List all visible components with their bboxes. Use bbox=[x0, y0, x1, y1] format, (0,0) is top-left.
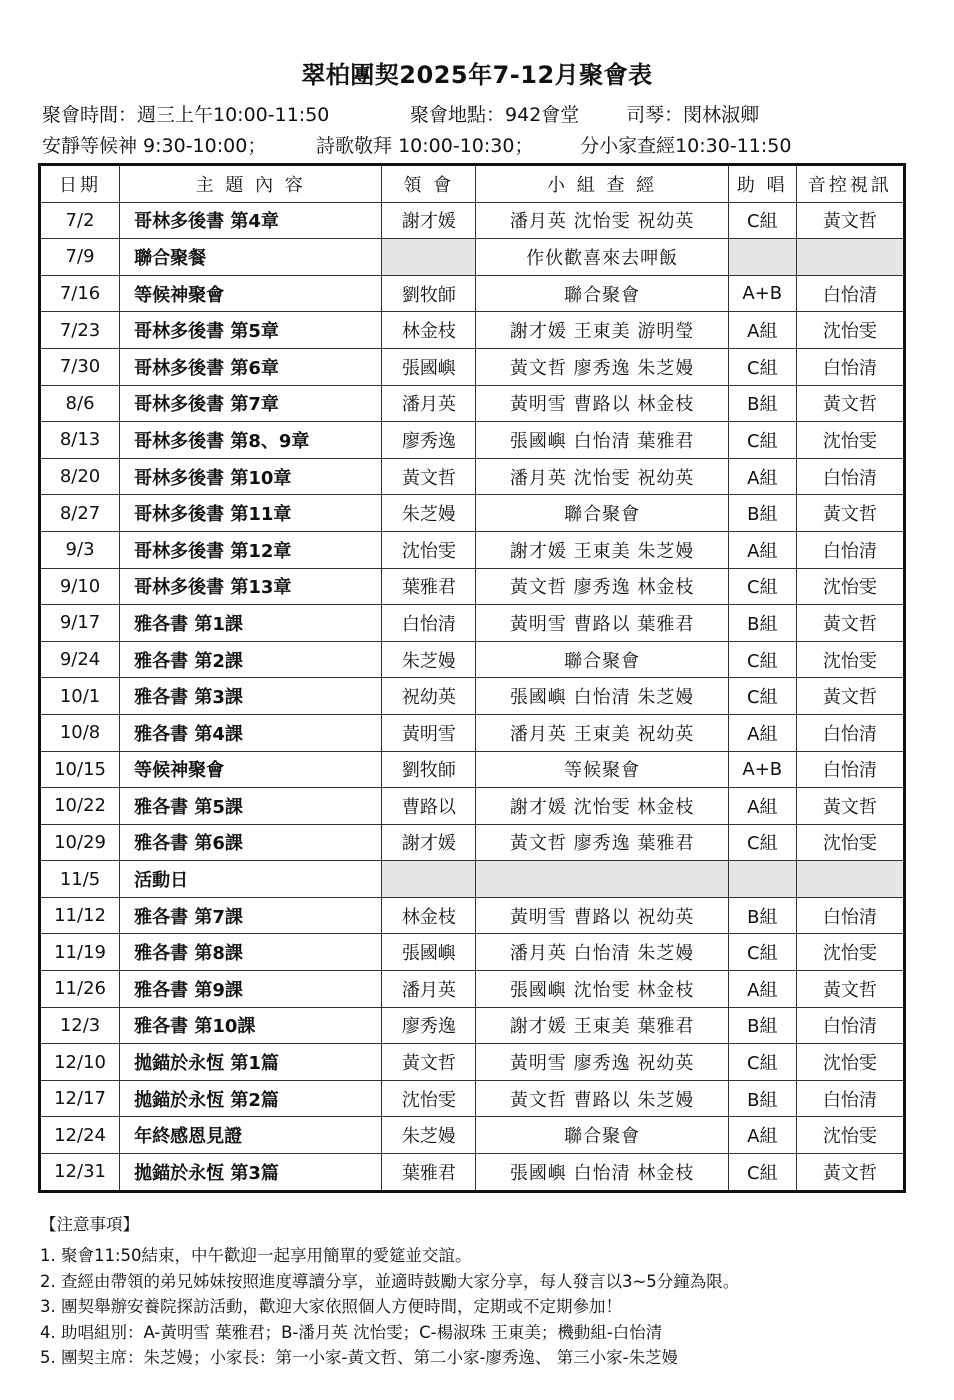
table-row bbox=[40, 678, 905, 715]
cell-date: 12/10 bbox=[40, 1044, 120, 1081]
table-row bbox=[40, 495, 905, 532]
cell-date: 10/8 bbox=[40, 714, 120, 751]
cell-group-study: 聯合聚會 bbox=[476, 641, 728, 678]
cell-av: 白怡清 bbox=[796, 1080, 904, 1117]
cell-av: 白怡清 bbox=[796, 751, 904, 788]
table-row bbox=[40, 568, 905, 605]
worship-time: 詩歌敬拜 10:00-10:30； bbox=[316, 135, 534, 157]
cell-av: 黃文哲 bbox=[796, 202, 904, 239]
cell-date: 8/6 bbox=[40, 385, 120, 422]
cell-leader: 祝幼英 bbox=[382, 678, 476, 715]
cell-date: 12/24 bbox=[40, 1117, 120, 1154]
table-row bbox=[40, 1154, 905, 1192]
cell-choir: C組 bbox=[728, 568, 796, 605]
cell-choir: B組 bbox=[728, 1080, 796, 1117]
table-row bbox=[40, 897, 905, 934]
cell-choir: A組 bbox=[728, 1117, 796, 1154]
cell-group-study: 黃文哲 廖秀逸 葉雅君 bbox=[476, 824, 728, 861]
cell-group-study: 黃明雪 廖秀逸 祝幼英 bbox=[476, 1044, 728, 1081]
cell-choir: C組 bbox=[728, 824, 796, 861]
cell-av: 白怡清 bbox=[796, 1007, 904, 1044]
cell-group-study: 黃文哲 曹路以 朱芝嫚 bbox=[476, 1080, 728, 1117]
cell-leader: 朱芝嫚 bbox=[382, 641, 476, 678]
cell-leader: 潘月英 bbox=[382, 971, 476, 1008]
notes-section bbox=[40, 1211, 739, 1371]
cell-date: 10/22 bbox=[40, 788, 120, 825]
cell-leader: 潘月英 bbox=[382, 385, 476, 422]
table-row bbox=[40, 458, 905, 495]
cell-date: 7/16 bbox=[40, 275, 120, 312]
cell-topic: 雅各書 第6課 bbox=[120, 824, 382, 861]
page-title: 翠柏團契2025年7-12月聚會表 bbox=[301, 61, 653, 89]
quiet-time: 安靜等候神 9:30-10:00； bbox=[42, 135, 267, 157]
cell-choir: B組 bbox=[728, 1007, 796, 1044]
cell-av: 黃文哲 bbox=[796, 385, 904, 422]
cell-topic: 哥林多後書 第13章 bbox=[120, 568, 382, 605]
cell-group-study: 潘月英 王東美 祝幼英 bbox=[476, 714, 728, 751]
cell-av: 沈怡雯 bbox=[796, 422, 904, 459]
cell-leader: 廖秀逸 bbox=[382, 1007, 476, 1044]
table-row bbox=[40, 348, 905, 385]
cell-group-study: 等候聚會 bbox=[476, 751, 728, 788]
cell-group-study: 聯合聚會 bbox=[476, 275, 728, 312]
cell-choir: C組 bbox=[728, 348, 796, 385]
cell-leader: 張國嶼 bbox=[382, 934, 476, 971]
cell-topic: 雅各書 第8課 bbox=[120, 934, 382, 971]
cell-choir bbox=[728, 239, 796, 276]
cell-leader bbox=[382, 861, 476, 898]
cell-choir: B組 bbox=[728, 495, 796, 532]
cell-date: 7/2 bbox=[40, 202, 120, 239]
table-row bbox=[40, 531, 905, 568]
cell-group-study: 謝才媛 王東美 游明瑩 bbox=[476, 312, 728, 349]
table-row bbox=[40, 861, 905, 898]
cell-topic: 拋錨於永恆 第2篇 bbox=[120, 1080, 382, 1117]
cell-topic: 哥林多後書 第6章 bbox=[120, 348, 382, 385]
cell-topic: 哥林多後書 第11章 bbox=[120, 495, 382, 532]
table-row bbox=[40, 385, 905, 422]
note-item: 3. 團契舉辦安養院探訪活動，歡迎大家依照個人方便時間，定期或不定期參加！ bbox=[40, 1297, 622, 1316]
cell-av: 黃文哲 bbox=[796, 1154, 904, 1192]
cell-topic: 雅各書 第3課 bbox=[120, 678, 382, 715]
cell-av: 沈怡雯 bbox=[796, 1044, 904, 1081]
table-row bbox=[40, 239, 905, 276]
cell-date: 10/1 bbox=[40, 678, 120, 715]
header-leader: 領 會 bbox=[382, 165, 476, 203]
cell-topic: 哥林多後書 第8、9章 bbox=[120, 422, 382, 459]
table-row bbox=[40, 202, 905, 239]
cell-topic: 雅各書 第7課 bbox=[120, 897, 382, 934]
cell-group-study: 謝才媛 王東美 葉雅君 bbox=[476, 1007, 728, 1044]
cell-av: 黃文哲 bbox=[796, 605, 904, 642]
cell-group-study: 張國嶼 白怡清 葉雅君 bbox=[476, 422, 728, 459]
cell-topic: 雅各書 第5課 bbox=[120, 788, 382, 825]
cell-leader: 謝才媛 bbox=[382, 824, 476, 861]
table-row bbox=[40, 1007, 905, 1044]
cell-choir: C組 bbox=[728, 1154, 796, 1192]
cell-choir: C組 bbox=[728, 202, 796, 239]
table-row bbox=[40, 312, 905, 349]
cell-choir: A+B bbox=[728, 751, 796, 788]
cell-group-study: 張國嶼 白怡清 林金枝 bbox=[476, 1154, 728, 1192]
cell-av: 黃文哲 bbox=[796, 788, 904, 825]
cell-date: 11/12 bbox=[40, 897, 120, 934]
note-item: 1. 聚會11:50結束，中午歡迎一起享用簡單的愛筵並交誼。 bbox=[40, 1246, 472, 1265]
table-row bbox=[40, 824, 905, 861]
table-row bbox=[40, 275, 905, 312]
cell-topic: 聯合聚餐 bbox=[120, 239, 382, 276]
cell-choir: A組 bbox=[728, 788, 796, 825]
cell-date: 7/23 bbox=[40, 312, 120, 349]
header-date: 日期 bbox=[40, 165, 120, 203]
cell-av: 白怡清 bbox=[796, 275, 904, 312]
cell-date: 12/3 bbox=[40, 1007, 120, 1044]
cell-topic: 雅各書 第9課 bbox=[120, 971, 382, 1008]
cell-av: 白怡清 bbox=[796, 348, 904, 385]
cell-av: 沈怡雯 bbox=[796, 568, 904, 605]
table-row bbox=[40, 971, 905, 1008]
cell-choir: B組 bbox=[728, 897, 796, 934]
meeting-place: 聚會地點：942會堂 bbox=[410, 104, 580, 126]
cell-topic: 等候神聚會 bbox=[120, 275, 382, 312]
cell-topic: 拋錨於永恆 第3篇 bbox=[120, 1154, 382, 1192]
cell-group-study: 潘月英 沈怡雯 祝幼英 bbox=[476, 202, 728, 239]
cell-group-study: 張國嶼 白怡清 朱芝嫚 bbox=[476, 678, 728, 715]
cell-date: 11/19 bbox=[40, 934, 120, 971]
cell-av: 沈怡雯 bbox=[796, 934, 904, 971]
cell-topic: 哥林多後書 第4章 bbox=[120, 202, 382, 239]
cell-leader: 朱芝嫚 bbox=[382, 495, 476, 532]
table-row bbox=[40, 1117, 905, 1154]
cell-choir: A組 bbox=[728, 714, 796, 751]
cell-group-study: 黃文哲 廖秀逸 林金枝 bbox=[476, 568, 728, 605]
cell-choir: C組 bbox=[728, 422, 796, 459]
cell-date: 10/15 bbox=[40, 751, 120, 788]
table-row bbox=[40, 751, 905, 788]
cell-group-study: 聯合聚會 bbox=[476, 495, 728, 532]
cell-av: 白怡清 bbox=[796, 897, 904, 934]
cell-leader: 曹路以 bbox=[382, 788, 476, 825]
cell-group-study bbox=[476, 861, 728, 898]
cell-leader: 朱芝嫚 bbox=[382, 1117, 476, 1154]
cell-choir: C組 bbox=[728, 678, 796, 715]
schedule-header-row bbox=[40, 165, 905, 203]
cell-date: 8/27 bbox=[40, 495, 120, 532]
cell-date: 11/26 bbox=[40, 971, 120, 1008]
schedule-table bbox=[38, 163, 906, 1193]
table-row bbox=[40, 641, 905, 678]
table-row bbox=[40, 1080, 905, 1117]
cell-choir: C組 bbox=[728, 1044, 796, 1081]
cell-date: 10/29 bbox=[40, 824, 120, 861]
cell-leader: 葉雅君 bbox=[382, 1154, 476, 1192]
note-item: 5. 團契主席：朱芝嫚；小家長：第一小家-黃文哲、第二小家-廖秀逸、 第三小家-朱芝嫚 bbox=[40, 1348, 679, 1367]
cell-av: 白怡清 bbox=[796, 531, 904, 568]
cell-date: 9/24 bbox=[40, 641, 120, 678]
cell-choir: C組 bbox=[728, 934, 796, 971]
cell-av: 黃文哲 bbox=[796, 678, 904, 715]
cell-group-study: 張國嶼 沈怡雯 林金枝 bbox=[476, 971, 728, 1008]
cell-group-study: 謝才媛 王東美 朱芝嫚 bbox=[476, 531, 728, 568]
note-item: 2. 查經由帶領的弟兄姊妹按照進度導讀分享，並適時鼓勵大家分享，每人發言以3~5分鐘為限。 bbox=[40, 1271, 740, 1291]
cell-group-study: 黃明雪 曹路以 祝幼英 bbox=[476, 897, 728, 934]
cell-av: 沈怡雯 bbox=[796, 1117, 904, 1154]
cell-group-study: 作伙歡喜來去呷飯 bbox=[476, 239, 728, 276]
table-row bbox=[40, 788, 905, 825]
cell-av: 黃文哲 bbox=[796, 971, 904, 1008]
cell-choir bbox=[728, 861, 796, 898]
cell-av: 白怡清 bbox=[796, 458, 904, 495]
cell-topic: 等候神聚會 bbox=[120, 751, 382, 788]
cell-group-study: 謝才媛 沈怡雯 林金枝 bbox=[476, 788, 728, 825]
bible-study-time: 分小家查經10:30-11:50 bbox=[580, 135, 792, 157]
cell-group-study: 黃明雪 曹路以 林金枝 bbox=[476, 385, 728, 422]
cell-leader: 黃明雪 bbox=[382, 714, 476, 751]
cell-group-study: 潘月英 白怡清 朱芝嫚 bbox=[476, 934, 728, 971]
cell-group-study: 黃明雪 曹路以 葉雅君 bbox=[476, 605, 728, 642]
cell-topic: 活動日 bbox=[120, 861, 382, 898]
cell-av: 白怡清 bbox=[796, 714, 904, 751]
table-row bbox=[40, 934, 905, 971]
cell-group-study: 聯合聚會 bbox=[476, 1117, 728, 1154]
table-row bbox=[40, 1044, 905, 1081]
table-row bbox=[40, 422, 905, 459]
cell-av: 黃文哲 bbox=[796, 495, 904, 532]
header-choir: 助 唱 bbox=[728, 165, 796, 203]
cell-topic: 拋錨於永恆 第1篇 bbox=[120, 1044, 382, 1081]
cell-leader: 黃文哲 bbox=[382, 458, 476, 495]
cell-topic: 哥林多後書 第12章 bbox=[120, 531, 382, 568]
pianist: 司琴：閔林淑卿 bbox=[626, 104, 760, 126]
cell-topic: 哥林多後書 第10章 bbox=[120, 458, 382, 495]
cell-leader: 林金枝 bbox=[382, 312, 476, 349]
cell-leader: 劉牧師 bbox=[382, 275, 476, 312]
cell-leader: 劉牧師 bbox=[382, 751, 476, 788]
cell-topic: 雅各書 第2課 bbox=[120, 641, 382, 678]
meeting-time: 聚會時間：週三上午10:00-11:50 bbox=[42, 104, 330, 126]
cell-date: 8/20 bbox=[40, 458, 120, 495]
cell-group-study: 潘月英 沈怡雯 祝幼英 bbox=[476, 458, 728, 495]
cell-leader: 廖秀逸 bbox=[382, 422, 476, 459]
cell-choir: A組 bbox=[728, 458, 796, 495]
cell-leader: 謝才媛 bbox=[382, 202, 476, 239]
cell-date: 9/3 bbox=[40, 531, 120, 568]
cell-av: 沈怡雯 bbox=[796, 641, 904, 678]
cell-av bbox=[796, 861, 904, 898]
cell-topic: 哥林多後書 第7章 bbox=[120, 385, 382, 422]
cell-choir: C組 bbox=[728, 641, 796, 678]
cell-topic: 雅各書 第4課 bbox=[120, 714, 382, 751]
cell-date: 7/9 bbox=[40, 239, 120, 276]
cell-leader: 沈怡雯 bbox=[382, 1080, 476, 1117]
meeting-info-line-1 bbox=[42, 100, 759, 127]
cell-choir: B組 bbox=[728, 385, 796, 422]
cell-leader: 張國嶼 bbox=[382, 348, 476, 385]
header-topic: 主 題 內 容 bbox=[120, 165, 382, 203]
note-item: 4. 助唱組別：A-黃明雪 葉雅君；B-潘月英 沈怡雯；C-楊淑珠 王東美；機動組-白怡清 bbox=[40, 1322, 663, 1342]
cell-av bbox=[796, 239, 904, 276]
cell-date: 8/13 bbox=[40, 422, 120, 459]
header-group-study: 小 組 查 經 bbox=[476, 165, 728, 203]
cell-av: 沈怡雯 bbox=[796, 312, 904, 349]
table-row bbox=[40, 605, 905, 642]
cell-leader: 葉雅君 bbox=[382, 568, 476, 605]
cell-topic: 雅各書 第1課 bbox=[120, 605, 382, 642]
cell-choir: A組 bbox=[728, 312, 796, 349]
cell-leader: 沈怡雯 bbox=[382, 531, 476, 568]
cell-leader bbox=[382, 239, 476, 276]
cell-date: 12/31 bbox=[40, 1154, 120, 1192]
notes-heading: 【注意事項】 bbox=[40, 1215, 139, 1234]
cell-choir: B組 bbox=[728, 605, 796, 642]
cell-date: 12/17 bbox=[40, 1080, 120, 1117]
cell-leader: 林金枝 bbox=[382, 897, 476, 934]
cell-date: 7/30 bbox=[40, 348, 120, 385]
cell-date: 11/5 bbox=[40, 861, 120, 898]
cell-group-study: 黃文哲 廖秀逸 朱芝嫚 bbox=[476, 348, 728, 385]
cell-av: 沈怡雯 bbox=[796, 824, 904, 861]
cell-leader: 白怡清 bbox=[382, 605, 476, 642]
cell-choir: A+B bbox=[728, 275, 796, 312]
cell-date: 9/17 bbox=[40, 605, 120, 642]
cell-choir: A組 bbox=[728, 971, 796, 1008]
cell-date: 9/10 bbox=[40, 568, 120, 605]
cell-topic: 哥林多後書 第5章 bbox=[120, 312, 382, 349]
cell-topic: 雅各書 第10課 bbox=[120, 1007, 382, 1044]
cell-topic: 年終感恩見證 bbox=[120, 1117, 382, 1154]
table-row bbox=[40, 714, 905, 751]
meeting-info-line-2 bbox=[42, 131, 791, 158]
header-av: 音控視訊 bbox=[796, 165, 904, 203]
cell-choir: A組 bbox=[728, 531, 796, 568]
cell-leader: 黃文哲 bbox=[382, 1044, 476, 1081]
